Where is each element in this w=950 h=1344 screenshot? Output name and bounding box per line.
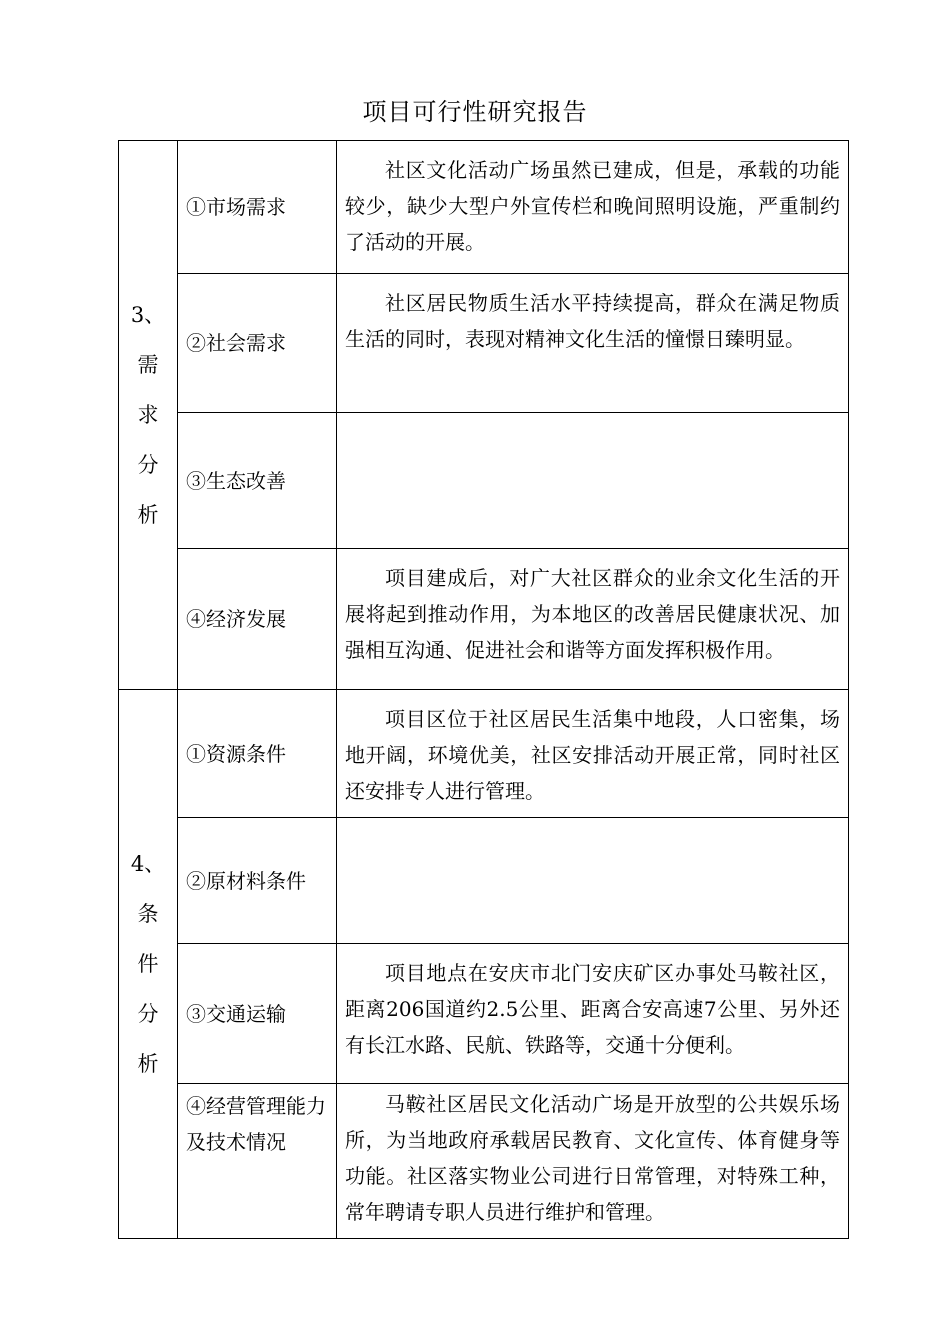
row-content: 项目建成后，对广大社区群众的业余文化生活的开展将起到推动作用，为本地区的改善居民健康状况、加强相互沟通、促进社会和谐等方面发挥积极作用。 bbox=[337, 549, 849, 690]
row-label: ③交通运输 bbox=[178, 944, 337, 1084]
section-label-conditions: 4、 条 件 分 析 bbox=[119, 690, 178, 1239]
row-label: ③生态改善 bbox=[178, 413, 337, 549]
row-label: ④经济发展 bbox=[178, 549, 337, 690]
row-content: 项目区位于社区居民生活集中地段，人口密集，场地开阔，环境优美，社区安排活动开展正常，同时社区还安排专人进行管理。 bbox=[337, 690, 849, 818]
row-label: ②社会需求 bbox=[178, 274, 337, 413]
table-row bbox=[119, 141, 849, 274]
row-content: 社区居民物质生活水平持续提高，群众在满足物质生活的同时，表现对精神文化生活的憧憬日臻明显。 bbox=[337, 274, 849, 413]
report-table bbox=[118, 140, 849, 1239]
row-label: ④经营管理能力及技术情况 bbox=[178, 1084, 337, 1239]
table-row bbox=[119, 549, 849, 690]
row-label: ①资源条件 bbox=[178, 690, 337, 818]
table-row bbox=[119, 413, 849, 549]
page-title: 项目可行性研究报告 bbox=[362, 98, 588, 126]
row-content: 项目地点在安庆市北门安庆矿区办事处马鞍社区，距离206国道约2.5公里、距离合安高速7公里、另外还有长江水路、民航、铁路等，交通十分便利。 bbox=[337, 944, 849, 1084]
row-content bbox=[337, 413, 849, 549]
table-row bbox=[119, 944, 849, 1084]
row-label: ②原材料条件 bbox=[178, 818, 337, 944]
table-row bbox=[119, 818, 849, 944]
table-row bbox=[119, 274, 849, 413]
row-label: ①市场需求 bbox=[178, 141, 337, 274]
row-content: 社区文化活动广场虽然已建成，但是，承载的功能较少，缺少大型户外宣传栏和晚间照明设施，严重制约了活动的开展。 bbox=[337, 141, 849, 274]
table-row bbox=[119, 1084, 849, 1239]
table-row bbox=[119, 690, 849, 818]
row-content: 马鞍社区居民文化活动广场是开放型的公共娱乐场所，为当地政府承载居民教育、文化宣传、体育健身等功能。社区落实物业公司进行日常管理，对特殊工种，常年聘请专职人员进行维护和管理。 bbox=[337, 1084, 849, 1239]
row-content bbox=[337, 818, 849, 944]
section-label-demand: 3、 需 求 分 析 bbox=[119, 141, 178, 690]
